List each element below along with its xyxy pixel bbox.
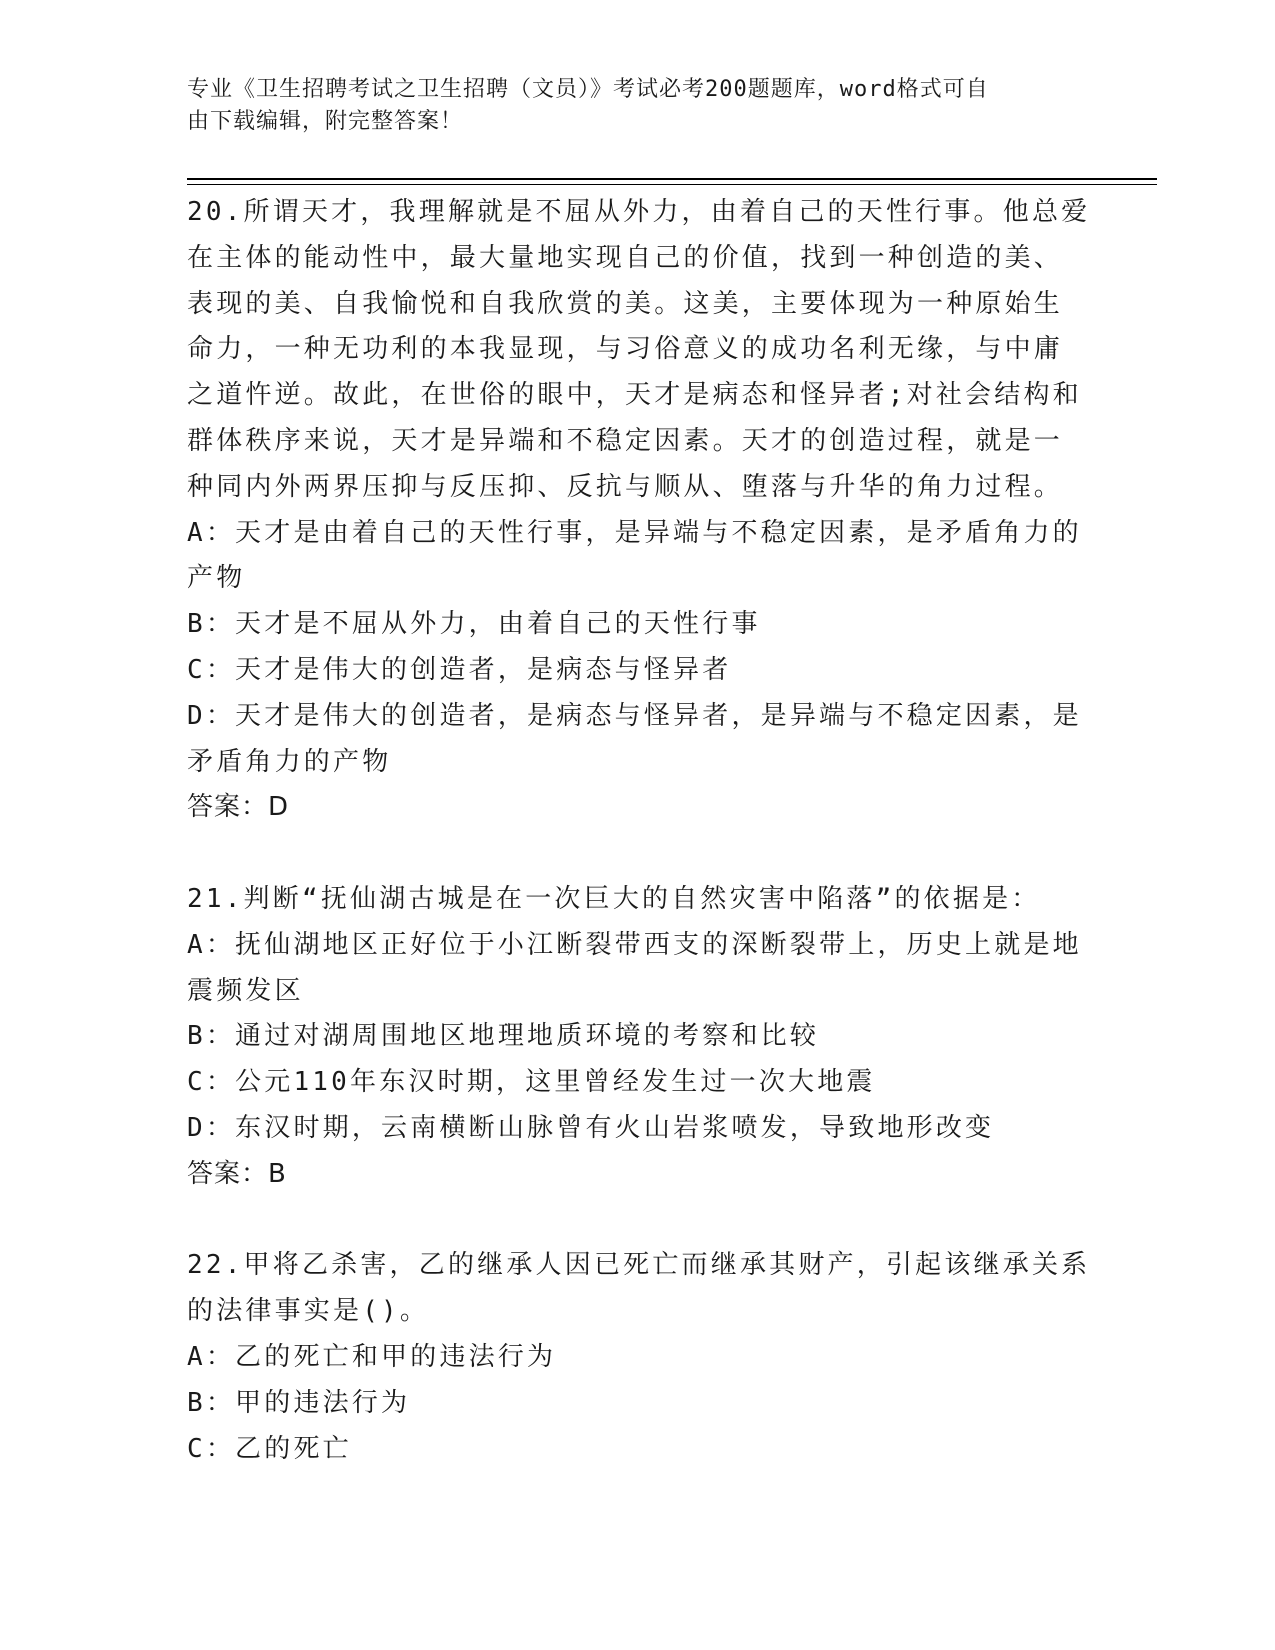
question-22-option-c: C：乙的死亡 [187, 1433, 352, 1464]
question-21 [187, 877, 1087, 1198]
question-22 [187, 1243, 1091, 1472]
question-20-option-b: B：天才是不屈从外力，由着自己的天性行事 [187, 609, 761, 640]
question-spacer [187, 1198, 1087, 1244]
question-20-option-c: C：天才是伟大的创造者，是病态与怪异者 [187, 654, 732, 685]
question-22-option-b: B：甲的违法行为 [187, 1387, 411, 1418]
question-20-stem-line-3: 表现的美、自我愉悦和自我欣赏的美。这美，主要体现为一种原始生 [187, 288, 1064, 319]
question-21-option-b: B：通过对湖周围地区地理地质环境的考察和比较 [187, 1021, 820, 1052]
question-21-option-d: D：东汉时期，云南横断山脉曾有火山岩浆喷发，导致地形改变 [187, 1112, 995, 1143]
question-20-option-a-line-1: A：天才是由着自己的天性行事，是异端与不稳定因素，是矛盾角力的 [187, 517, 1082, 548]
question-22-stem-line-1: 22.甲将乙杀害，乙的继承人因已死亡而继承其财产，引起该继承关系 [187, 1250, 1091, 1281]
question-list [187, 190, 1091, 1472]
document-header [187, 74, 1067, 138]
question-21-option-a-line-2: 震频发区 [187, 975, 304, 1006]
header-divider-thin [187, 184, 1157, 185]
question-20-stem-line-7: 种同内外两界压抑与反压抑、反抗与顺从、堕落与升华的角力过程。 [187, 471, 1064, 502]
question-20-stem-line-5: 之道忤逆。故此，在世俗的眼中，天才是病态和怪异者;对社会结构和 [187, 380, 1082, 411]
question-22-option-a: A：乙的死亡和甲的违法行为 [187, 1341, 557, 1372]
header-line-2: 由下载编辑，附完整答案！ [187, 109, 464, 134]
question-spacer [187, 831, 1087, 877]
question-20-answer: 答案：D [187, 792, 290, 823]
question-22-stem-line-2: 的法律事实是()。 [187, 1296, 430, 1327]
question-20 [187, 190, 1091, 831]
question-20-stem-line-2: 在主体的能动性中，最大量地实现自己的价值，找到一种创造的美、 [187, 242, 1064, 273]
question-20-option-d-line-1: D：天才是伟大的创造者，是病态与怪异者，是异端与不稳定因素，是 [187, 700, 1082, 731]
question-21-option-c: C：公元110年东汉时期，这里曾经发生过一次大地震 [187, 1067, 876, 1098]
header-divider-thick [187, 178, 1157, 180]
header-line-1: 专业《卫生招聘考试之卫生招聘（文员）》考试必考200题题库，word格式可自 [187, 77, 989, 102]
question-20-stem-line-6: 群体秩序来说，天才是异端和不稳定因素。天才的创造过程，就是一 [187, 425, 1064, 456]
question-20-stem-line-4: 命力，一种无功利的本我显现，与习俗意义的成功名利无缘，与中庸 [187, 334, 1064, 365]
question-21-answer: 答案：B [187, 1158, 287, 1189]
question-20-option-a-line-2: 产物 [187, 563, 246, 594]
question-21-option-a-line-1: A：抚仙湖地区正好位于小江断裂带西支的深断裂带上，历史上就是地 [187, 929, 1082, 960]
question-21-stem: 21.判断“抚仙湖古城是在一次巨大的自然灾害中陷落”的依据是： [187, 883, 1041, 914]
question-20-option-d-line-2: 矛盾角力的产物 [187, 746, 392, 777]
question-20-stem-line-1: 20.所谓天才，我理解就是不屈从外力，由着自己的天性行事。他总爱 [187, 197, 1091, 227]
